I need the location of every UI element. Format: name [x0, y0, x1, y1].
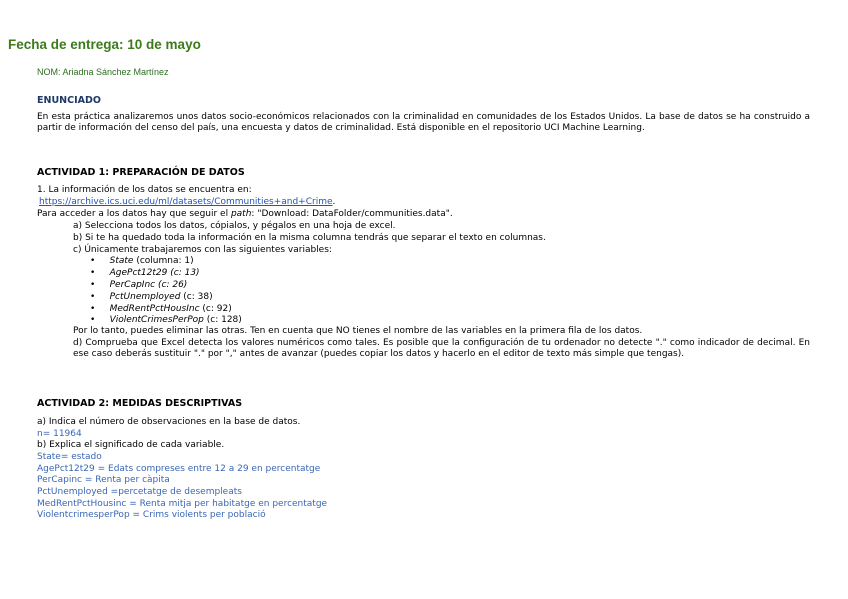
variable-item: [90, 268, 200, 279]
a2-answer-b-line: MedRentPctHousinc = Renta mitja per habitatge en percentatge: [37, 499, 328, 509]
variable-item: [90, 292, 213, 303]
variable-item: [90, 280, 187, 291]
variable-col: (c: 128): [206, 315, 242, 325]
variable-name: ViolentCrimesPerPop: [109, 315, 204, 325]
variable-col: (c: 38): [183, 292, 213, 302]
a2-question-a: a) Indica el número de observaciones en la base de datos.: [37, 417, 301, 427]
student-name: NOM: Ariadna Sánchez Martínez: [37, 67, 169, 77]
variable-name: PctUnemployed: [109, 292, 181, 302]
uci-dataset-link[interactable]: https://archive.ics.uci.edu/ml/datasets/Communities+and+Crime: [39, 197, 333, 207]
variable-name: AgePct12t29: [109, 268, 168, 278]
enunciado-heading: ENUNCIADO: [37, 95, 101, 106]
actividad1-heading: ACTIVIDAD 1: PREPARACIÓN DE DATOS: [37, 167, 245, 178]
a1-step-a: a) Selecciona todos los datos, cópialos, y pégalos en una hoja de excel.: [73, 221, 396, 231]
variable-item: [90, 304, 232, 315]
variable-name: PerCapInc: [109, 280, 156, 290]
bullet-icon: •: [90, 256, 96, 266]
variable-col: (c: 92): [202, 304, 232, 314]
a2-answer-b-line: PerCapinc = Renta per càpita: [37, 475, 170, 485]
a2-answer-a: n= 11964: [37, 429, 82, 439]
bullet-icon: •: [90, 280, 96, 290]
variable-col: (c: 26): [157, 280, 188, 290]
bullet-icon: •: [90, 268, 96, 278]
bullet-icon: •: [90, 304, 96, 314]
variable-col: (c: 13): [170, 268, 200, 278]
a2-question-b: b) Explica el significado de cada variable.: [37, 440, 225, 450]
enunciado-text: En esta práctica analizaremos unos datos socio-económicos relacionados con la criminalidad en comunidades de los Estados Unidos. La base de datos se ha construido a partir de información del censo del país, una encuesta y datos de criminalidad. Está disponible en el repositorio UCI Machine Learning.: [37, 112, 810, 133]
actividad2-heading: ACTIVIDAD 2: MEDIDAS DESCRIPTIVAS: [37, 398, 243, 409]
path-prefix: Para acceder a los datos hay que seguir el: [37, 209, 231, 219]
a1-step-d: d) Comprueba que Excel detecta los valores numéricos como tales. Es posible que la configuración de tu ordenador no detecte "." como indicador de decimal. En ese caso deberás sustituir "." por "," antes de avanzar (puedes copiar los datos y hacerlo en el editor de texto más simple que tengas).: [73, 338, 810, 359]
variable-name: MedRentPctHousInc: [109, 304, 200, 314]
a1-line1: 1. La información de los datos se encuentra en:: [37, 185, 252, 195]
a1-link-line: [39, 197, 335, 208]
bullet-icon: •: [90, 292, 96, 302]
a1-note: Por lo tanto, puedes eliminar las otras. Ten en cuenta que NO tienes el nombre de las variables en la primera fila de los datos.: [73, 326, 643, 336]
link-period: .: [332, 197, 336, 207]
a1-step-c: c) Únicamente trabajaremos con las siguientes variables:: [73, 245, 332, 255]
a2-answer-b-line: PctUnemployed =percetatge de desempleats: [37, 487, 242, 497]
variable-name: State: [109, 256, 134, 266]
a2-answer-b-line: AgePct12t29 = Edats compreses entre 12 a 29 en percentatge: [37, 464, 321, 474]
due-date-heading: Fecha de entrega: 10 de mayo: [8, 37, 201, 52]
a1-step-b: b) Si te ha quedado toda la información en la misma columna tendrás que separar el texto en columnas.: [73, 233, 546, 243]
a2-answer-b-line: State= estado: [37, 452, 102, 462]
a1-path-line: [37, 209, 453, 220]
path-suffix: : "Download: DataFolder/communities.data".: [251, 209, 453, 219]
variable-item: [90, 315, 242, 326]
variable-item: [90, 256, 194, 267]
path-word: path: [230, 209, 252, 219]
bullet-icon: •: [90, 315, 96, 325]
variable-col: (columna: 1): [136, 256, 194, 266]
a2-answer-b-line: ViolentcrimesperPop = Crims violents per població: [37, 510, 266, 520]
